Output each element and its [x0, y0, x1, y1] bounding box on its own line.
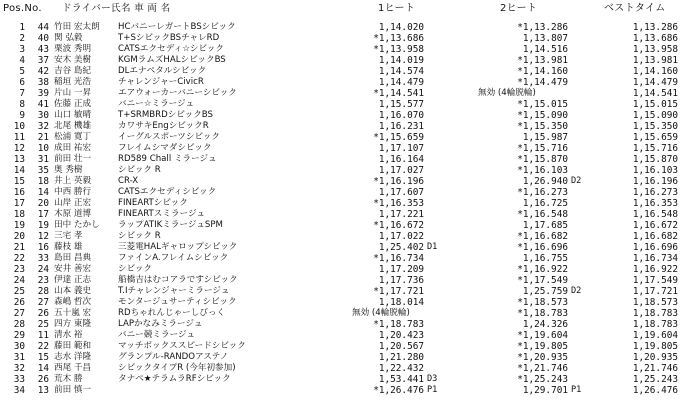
header-divider: [0, 17, 680, 18]
cell-car: シビックタイプR (今年初参加): [118, 363, 236, 373]
cell-n2: P1: [571, 385, 582, 395]
table-row: [0, 176, 680, 187]
cell-best: 1,15.015: [632, 99, 678, 110]
cell-h1: 1,14.020: [378, 22, 424, 33]
cell-best: 1,19.604: [632, 330, 678, 341]
cell-h2: 1,24.326: [522, 319, 568, 330]
cell-car: ラップATIKミラージュSPM: [118, 220, 223, 230]
cell-pos: 26: [13, 297, 25, 308]
cell-h2: 1,14.516: [522, 44, 568, 55]
table-row: [0, 297, 680, 308]
cell-h1: *1,16.734: [373, 253, 424, 264]
cell-best: 1,15.090: [632, 110, 678, 121]
cell-driver: 安井 善宏: [54, 264, 92, 274]
cell-n1: D1: [427, 242, 438, 252]
cell-h1: 1,20.567: [378, 341, 424, 352]
cell-h1: 1,17.027: [378, 165, 424, 176]
cell-no: 25: [37, 319, 49, 330]
cell-h1: 1,16.231: [378, 121, 424, 132]
cell-car: KGMラムズHALシビックBS: [118, 55, 226, 65]
cell-best: 1,15.870: [632, 154, 678, 165]
cell-driver: 竹田 宏太朗: [54, 22, 100, 32]
cell-no: 14: [37, 363, 49, 374]
table-row: [0, 55, 680, 66]
cell-best: 1,16.672: [632, 220, 678, 231]
cell-car: T.Iチャレンジャーミラージュ: [118, 286, 230, 296]
cell-driver: 前田 壮一: [54, 154, 92, 164]
table-row: [0, 374, 680, 385]
cell-best: 1,16.103: [632, 165, 678, 176]
cell-no: 17: [37, 209, 49, 220]
cell-h1: 1,20.423: [378, 330, 424, 341]
cell-no: 31: [37, 154, 49, 165]
cell-driver: 松浦 寛丁: [54, 132, 92, 142]
cell-h1: *1,15.659: [373, 132, 424, 143]
cell-h1: 1,14.019: [378, 55, 424, 66]
cell-best: 1,16.273: [632, 187, 678, 198]
cell-pos: 21: [13, 242, 25, 253]
cell-h1: 1,17.607: [378, 187, 424, 198]
cell-car: DLエナペタルシビック: [118, 66, 207, 76]
cell-driver: 藤田 範和: [54, 341, 92, 351]
cell-best: 1,18.573: [632, 297, 678, 308]
cell-h1: *1,14.541: [373, 88, 424, 99]
header-best-time: ベストタイム: [604, 3, 666, 14]
cell-no: 44: [37, 22, 49, 33]
cell-pos: 33: [13, 374, 25, 385]
cell-pos: 11: [13, 132, 25, 143]
cell-driver: 荒木 勝: [54, 374, 83, 384]
cell-h1: *1,16.353: [373, 198, 424, 209]
cell-h2: *1,16.548: [517, 209, 568, 220]
cell-h2: *1,16.103: [517, 165, 568, 176]
cell-car: RDちゃれんじゃーしびっく: [118, 308, 226, 318]
cell-car: CR-X: [118, 176, 139, 186]
cell-pos: 29: [13, 330, 25, 341]
cell-h1: 1,22.432: [378, 363, 424, 374]
cell-best: 1,14.541: [632, 88, 678, 99]
cell-pos: 13: [13, 154, 25, 165]
cell-h2: 1,13.807: [522, 33, 568, 44]
table-row: [0, 275, 680, 286]
cell-pos: 8: [19, 99, 25, 110]
cell-h2: *1,19.604: [517, 330, 568, 341]
cell-best: 1,14.160: [632, 66, 678, 77]
cell-best: 1,14.479: [632, 77, 678, 88]
cell-h2: *1,13.981: [517, 55, 568, 66]
cell-car: 船橋吉はむコアラですシビック: [118, 275, 238, 285]
cell-best: 1,15.716: [632, 143, 678, 154]
cell-h1: 1,15.577: [378, 99, 424, 110]
cell-h2: *1,16.696: [517, 242, 568, 253]
table-row: [0, 231, 680, 242]
cell-no: 16: [37, 242, 49, 253]
table-row: [0, 341, 680, 352]
cell-car: カワサキEngシビックR: [118, 121, 209, 131]
cell-h1: 1,17.209: [378, 264, 424, 275]
cell-driver: 片山 一昇: [54, 88, 92, 98]
table-row: [0, 319, 680, 330]
cell-no: 20: [37, 198, 49, 209]
cell-no: 30: [37, 110, 49, 121]
cell-no: 35: [37, 165, 49, 176]
table-row: [0, 308, 680, 319]
cell-best: 1,16.548: [632, 209, 678, 220]
cell-pos: 24: [13, 275, 25, 286]
cell-n1: D3: [427, 374, 438, 384]
cell-car: モンタージュサーティシビック: [118, 297, 237, 307]
cell-driver: 前田 慎一: [54, 385, 92, 395]
cell-h1: 1,14.574: [378, 66, 424, 77]
cell-pos: 10: [13, 121, 25, 132]
cell-h2: *1,15.350: [517, 121, 568, 132]
cell-best: 1,17.549: [632, 275, 678, 286]
table-row: [0, 286, 680, 297]
cell-best: 1,26.476: [632, 385, 678, 396]
cell-best: 1,16.734: [632, 253, 678, 264]
cell-driver: 山口 敏晴: [54, 110, 92, 120]
cell-h2: 1,25.759: [522, 286, 568, 297]
cell-driver: 稲垣 光浩: [54, 77, 92, 87]
table-row: [0, 264, 680, 275]
cell-car: フレイムシマダシビック: [118, 143, 212, 153]
table-row: [0, 220, 680, 231]
cell-best: 1,16.682: [632, 231, 678, 242]
cell-h2: 1,15.987: [522, 132, 568, 143]
cell-h2: 無効 (4輪脱輪): [478, 88, 536, 98]
cell-driver: 島田 昌典: [54, 253, 92, 263]
cell-best: 1,20.935: [632, 352, 678, 363]
cell-best: 1,13.686: [632, 33, 678, 44]
cell-driver: 伊達 正志: [54, 275, 92, 285]
cell-driver: 清水 裕: [54, 330, 83, 340]
cell-h1: *1,16.196: [373, 176, 424, 187]
cell-h2: *1,16.682: [517, 231, 568, 242]
cell-car: バニー☆ミラージュ: [118, 99, 195, 109]
cell-pos: 22: [13, 253, 25, 264]
cell-driver: 北尾 機雄: [54, 121, 92, 131]
cell-pos: 18: [13, 209, 25, 220]
table-row: [0, 154, 680, 165]
cell-pos: 6: [19, 77, 25, 88]
cell-h2: *1,15.870: [517, 154, 568, 165]
table-row: [0, 187, 680, 198]
cell-no: 13: [37, 385, 49, 396]
cell-best: 1,25.243: [632, 374, 678, 385]
cell-best: 1,18.783: [632, 308, 678, 319]
cell-pos: 15: [13, 176, 25, 187]
cell-h1: *1,26.476: [373, 385, 424, 396]
cell-h1: 1,16.164: [378, 154, 424, 165]
cell-no: 40: [37, 33, 49, 44]
cell-best: 1,17.721: [632, 286, 678, 297]
cell-pos: 14: [13, 165, 25, 176]
cell-h1: 1,17.736: [378, 275, 424, 286]
cell-car: バニー競ミラージュ: [118, 330, 196, 340]
cell-driver: 成田 祐宏: [54, 143, 92, 153]
cell-no: 43: [37, 44, 49, 55]
cell-driver: 井上 英毅: [54, 176, 92, 186]
cell-no: 41: [37, 99, 49, 110]
table-row: [0, 99, 680, 110]
cell-h2: *1,15.716: [517, 143, 568, 154]
cell-h1: 1,18.014: [378, 297, 424, 308]
table-row: [0, 363, 680, 374]
cell-h1: 1,17.022: [378, 231, 424, 242]
cell-no: 32: [37, 121, 49, 132]
cell-no: 26: [37, 308, 49, 319]
cell-car: タナペ★テラムラRFシビック: [118, 374, 231, 384]
cell-no: 42: [37, 66, 49, 77]
cell-car: エアウォーカーバニーシビック: [118, 88, 237, 98]
cell-no: 11: [37, 330, 49, 341]
cell-car: T+SRMBRDシビックBS: [118, 110, 214, 120]
cell-h2: 1,17.685: [522, 220, 568, 231]
cell-h1: 1,16.070: [378, 110, 424, 121]
table-row: [0, 121, 680, 132]
cell-pos: 2: [19, 33, 25, 44]
cell-car: イーグルスポーツシビック: [118, 132, 220, 142]
cell-car: RD589 Chall ミラージュ: [118, 154, 217, 164]
cell-no: 37: [37, 55, 49, 66]
cell-h2: *1,18.573: [517, 297, 568, 308]
cell-car: 三菱電HALギャロップシビック: [118, 242, 238, 252]
cell-h2: 1,16.755: [522, 253, 568, 264]
cell-best: 1,16.922: [632, 264, 678, 275]
cell-no: 21: [37, 132, 49, 143]
cell-h2: *1,16.273: [517, 187, 568, 198]
cell-driver: 中西 勝行: [54, 187, 92, 197]
cell-h2: *1,16.922: [517, 264, 568, 275]
cell-driver: 森嶋 哲次: [54, 297, 92, 307]
cell-h1: 1,21.280: [378, 352, 424, 363]
cell-no: 38: [37, 77, 49, 88]
cell-driver: 山本 義史: [54, 286, 92, 296]
cell-driver: 吉谷 島紀: [54, 66, 92, 76]
cell-driver: 栗波 秀明: [54, 44, 92, 54]
cell-best: 1,13.286: [632, 22, 678, 33]
cell-h2: *1,18.783: [517, 308, 568, 319]
cell-n2: D2: [571, 286, 582, 296]
column-header-row: [0, 2, 680, 16]
cell-car: FINEARTスミラージュ: [118, 209, 206, 219]
cell-h1: *1,16.672: [373, 220, 424, 231]
table-row: [0, 44, 680, 55]
table-row: [0, 165, 680, 176]
cell-pos: 32: [13, 363, 25, 374]
table-row: [0, 242, 680, 253]
cell-h1: 1,17.221: [378, 209, 424, 220]
cell-pos: 4: [19, 55, 25, 66]
cell-no: 12: [37, 231, 49, 242]
cell-h2: *1,25.243: [517, 374, 568, 385]
cell-h2: *1,17.549: [517, 275, 568, 286]
cell-pos: 19: [13, 220, 25, 231]
cell-driver: 西尾 千昌: [54, 363, 92, 373]
cell-n1: P1: [427, 385, 438, 395]
cell-car: シビック R: [118, 165, 161, 175]
cell-pos: 34: [13, 385, 25, 396]
cell-best: 1,15.659: [632, 132, 678, 143]
cell-driver: 関 弘毅: [54, 33, 83, 43]
cell-driver: 木原 道博: [54, 209, 92, 219]
header-heat2: 2ヒート: [500, 3, 538, 14]
table-row: [0, 143, 680, 154]
cell-driver: 山岸 正宏: [54, 198, 92, 208]
cell-pos: 1: [19, 22, 25, 33]
cell-h1: 1,25.402: [378, 242, 424, 253]
cell-driver: 五十嵐 宏: [54, 308, 92, 318]
cell-h2: *1,15.090: [517, 110, 568, 121]
cell-best: 1,13.958: [632, 44, 678, 55]
cell-h2: 1,16.725: [522, 198, 568, 209]
cell-car: FINEARTシビック: [118, 198, 188, 208]
cell-driver: 三宅 孝: [54, 231, 83, 241]
cell-h2: *1,19.805: [517, 341, 568, 352]
cell-h1: *1,13.686: [373, 33, 424, 44]
cell-no: 14: [37, 187, 49, 198]
header-heat1: 1ヒート: [378, 3, 416, 14]
table-row: [0, 330, 680, 341]
cell-h2: *1,15.015: [517, 99, 568, 110]
cell-h1: 1,14.479: [378, 77, 424, 88]
cell-n2: D2: [571, 176, 582, 186]
table-row: [0, 209, 680, 220]
cell-pos: 12: [13, 143, 25, 154]
table-row: [0, 385, 680, 396]
cell-driver: 田中 たかし: [54, 220, 100, 230]
cell-pos: 28: [13, 319, 25, 330]
cell-best: 1,18.783: [632, 319, 678, 330]
cell-driver: 四方 東隆: [54, 319, 92, 329]
cell-car: HCバニーレガートBSシビック: [118, 22, 236, 32]
cell-car: CATSエクセディ☆シビック: [118, 44, 224, 54]
cell-pos: 5: [19, 66, 25, 77]
cell-driver: 志水 洋隆: [54, 352, 92, 362]
table-row: [0, 77, 680, 88]
cell-no: 10: [37, 143, 49, 154]
cell-pos: 16: [13, 187, 25, 198]
cell-h2: *1,21.746: [517, 363, 568, 374]
cell-best: 1,16.353: [632, 198, 678, 209]
cell-car: シビック R: [118, 231, 161, 241]
cell-no: 22: [37, 341, 49, 352]
cell-h2: 1,29.701: [522, 385, 568, 396]
table-row: [0, 253, 680, 264]
cell-no: 39: [37, 88, 49, 99]
cell-no: 27: [37, 297, 49, 308]
cell-no: 24: [37, 264, 49, 275]
cell-h2: 1,26.940: [522, 176, 568, 187]
cell-no: 33: [37, 253, 49, 264]
cell-best: 1,15.350: [632, 121, 678, 132]
cell-car: グランプル-RANDOアステノ: [118, 352, 229, 362]
cell-h2: *1,14.479: [517, 77, 568, 88]
cell-h1: 1,53.441: [378, 374, 424, 385]
cell-pos: 17: [13, 198, 25, 209]
cell-no: 26: [37, 374, 49, 385]
table-row: [0, 132, 680, 143]
table-row: [0, 66, 680, 77]
cell-h1: 1,17.107: [378, 143, 424, 154]
cell-best: 1,16.696: [632, 242, 678, 253]
cell-no: 18: [37, 176, 49, 187]
cell-pos: 20: [13, 231, 25, 242]
cell-car: シビック: [118, 264, 153, 274]
table-row: [0, 33, 680, 44]
cell-pos: 23: [13, 264, 25, 275]
cell-driver: 奥 秀樹: [54, 165, 83, 175]
header-pos-no: Pos.No.: [3, 3, 42, 14]
cell-car: ファインA.フレイムシビック: [118, 253, 229, 263]
cell-h1: *1,18.783: [373, 319, 424, 330]
cell-driver: 藤枝 雄: [54, 242, 83, 252]
cell-no: 15: [37, 352, 49, 363]
header-driver-car: ドライバー氏名 車 両 名: [62, 3, 171, 14]
cell-best: 1,19.805: [632, 341, 678, 352]
cell-no: 23: [37, 275, 49, 286]
cell-no: 19: [37, 220, 49, 231]
cell-pos: 25: [13, 286, 25, 297]
cell-driver: 佐藤 正成: [54, 99, 92, 109]
cell-h1: *1,17.721: [373, 286, 424, 297]
cell-pos: 31: [13, 352, 25, 363]
cell-best: 1,13.981: [632, 55, 678, 66]
cell-pos: 30: [13, 341, 25, 352]
cell-car: チャレンジャーCivicR: [118, 77, 204, 87]
cell-h2: *1,13.286: [517, 22, 568, 33]
cell-no: 28: [37, 286, 49, 297]
cell-car: マッチボックススピードシビック: [118, 341, 246, 351]
cell-h1: 無効 (4輪脱輪): [352, 308, 410, 318]
cell-car: LAPかなみミラージュ: [118, 319, 203, 329]
table-row: [0, 352, 680, 363]
cell-pos: 7: [19, 88, 25, 99]
cell-pos: 3: [19, 44, 25, 55]
cell-pos: 9: [19, 110, 25, 121]
cell-car: CATSエクセディシビック: [118, 187, 217, 197]
table-row: [0, 88, 680, 99]
cell-car: T+SシビックBSチャレRD: [118, 33, 220, 43]
cell-driver: 安木 美樹: [54, 55, 92, 65]
cell-pos: 27: [13, 308, 25, 319]
cell-best: 1,16.196: [632, 176, 678, 187]
table-row: [0, 198, 680, 209]
cell-h2: *1,14.160: [517, 66, 568, 77]
table-row: [0, 110, 680, 121]
cell-best: 1,21.746: [632, 363, 678, 374]
table-row: [0, 22, 680, 33]
cell-h1: *1,13.958: [373, 44, 424, 55]
cell-h2: *1,20.935: [517, 352, 568, 363]
